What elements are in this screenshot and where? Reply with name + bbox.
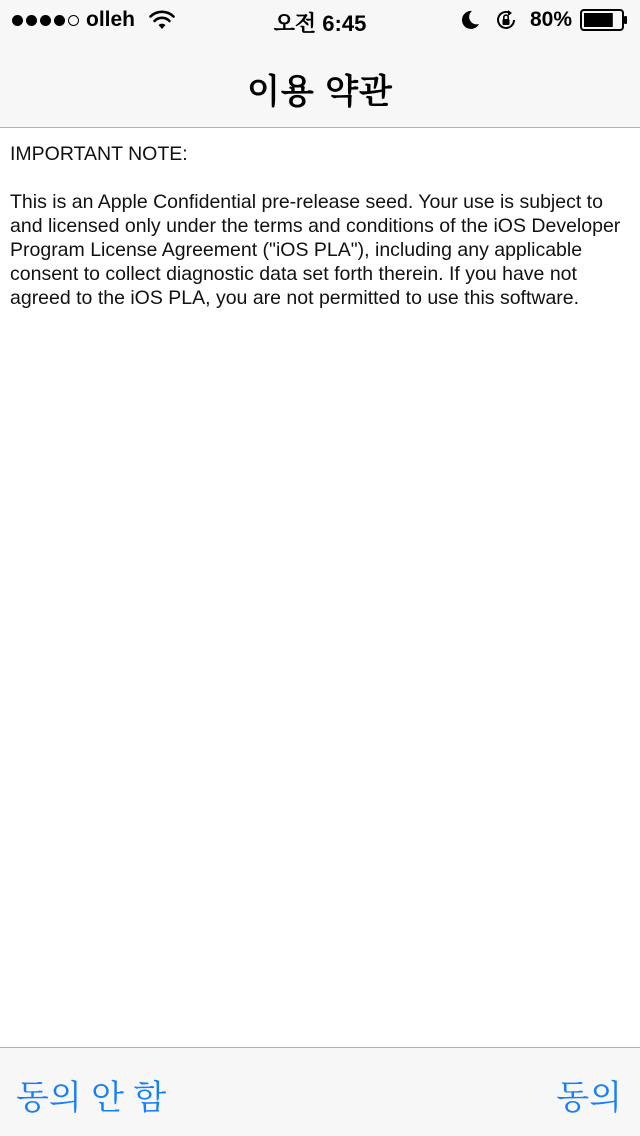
agree-button[interactable]: 동의: [556, 1070, 622, 1119]
navigation-bar: [0, 40, 640, 128]
disagree-button[interactable]: 동의 안 함: [16, 1070, 166, 1119]
battery-icon: [580, 9, 628, 31]
moon-icon: [458, 8, 482, 32]
status-bar: [0, 0, 640, 40]
terms-heading: IMPORTANT NOTE:: [10, 143, 188, 165]
terms-content: [10, 142, 632, 334]
battery-percentage: 80%: [529, 8, 572, 31]
status-time: 오전 6:45: [273, 11, 367, 36]
bottom-toolbar: [0, 1047, 640, 1136]
orientation-lock-icon: [494, 8, 518, 32]
page-title: 이용 약관: [247, 73, 393, 111]
carrier-name: olleh: [86, 8, 136, 31]
top-chrome: [0, 0, 640, 128]
status-right: [458, 7, 628, 33]
terms-body: This is an Apple Confidential pre-release seed. Your use is subject to and licensed only under the terms and conditions of the iOS Developer Program License Agreement ("iOS PLA"), including any applicable consent to collect diagnostic data set forth therein. If you have not agreed to the iOS PLA, you are not permitted to use this software.: [10, 191, 621, 309]
